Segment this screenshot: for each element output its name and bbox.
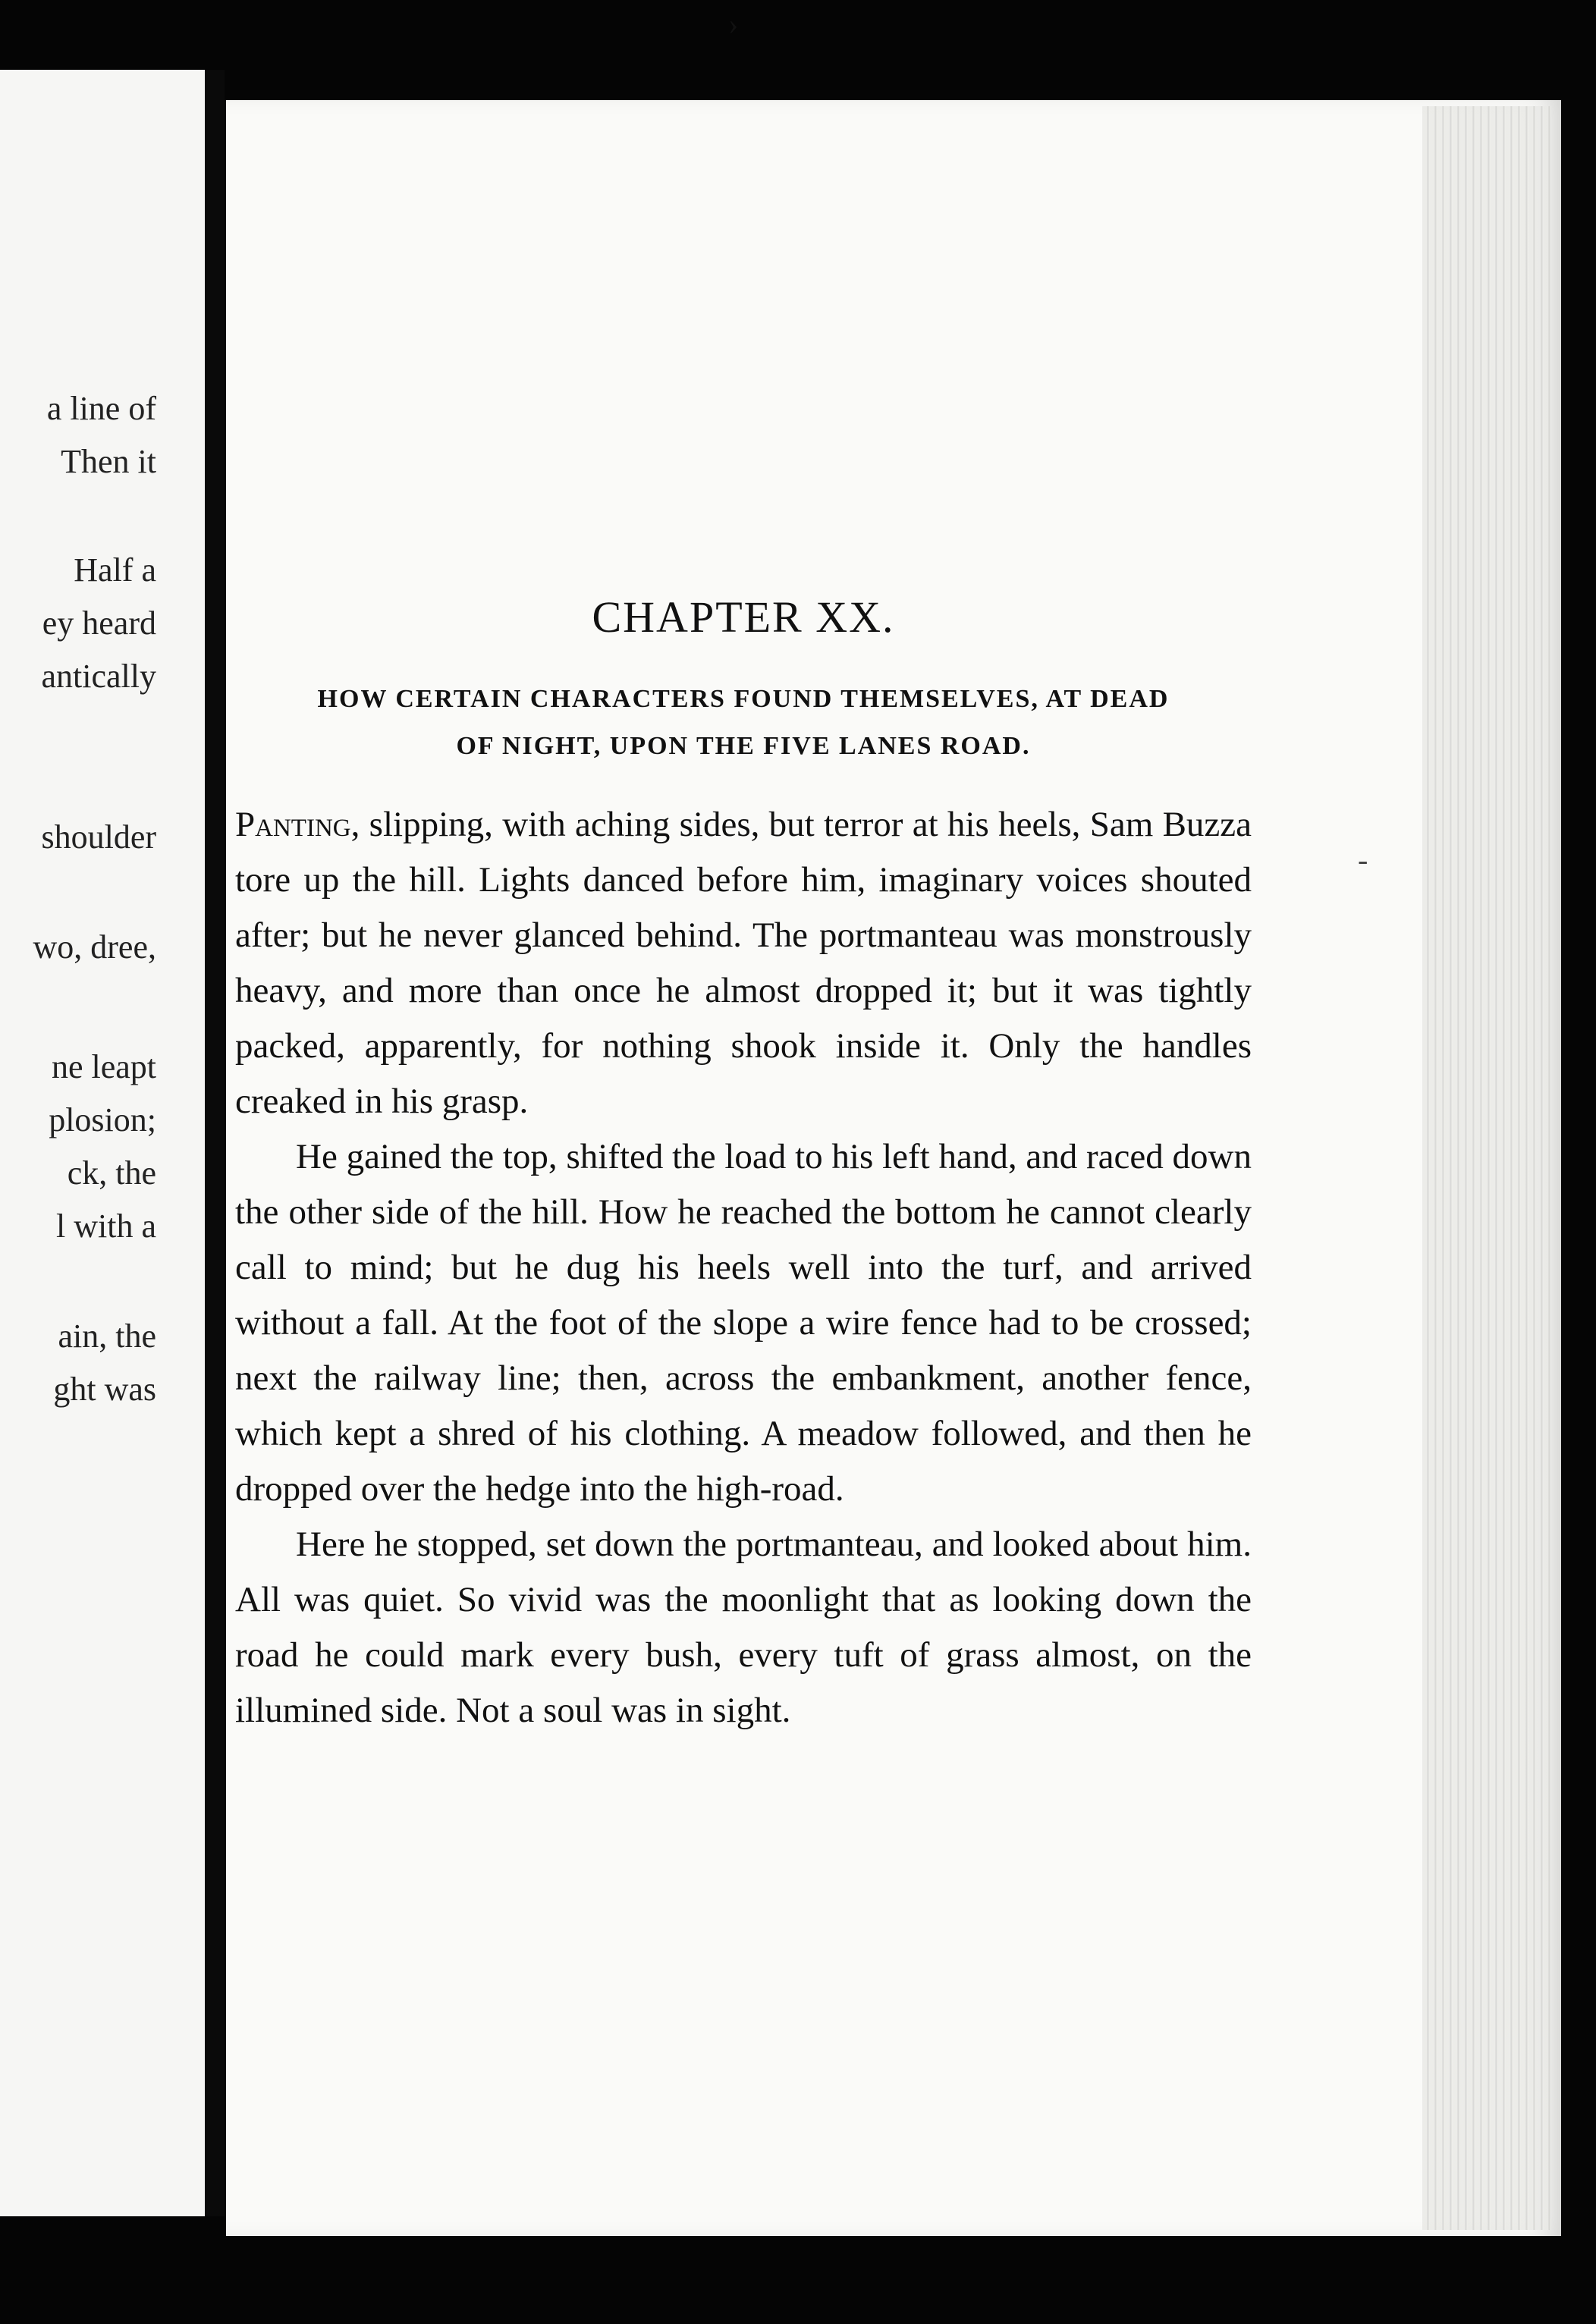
left-page-fragment: wo, dree,: [33, 928, 156, 966]
left-page-fragment: Then it: [61, 443, 156, 480]
paragraph-3: Here he stopped, set down the portmanteau, and looked about him. All was quiet. So vivid was the moonlight that as looking down the road he could mark every bush, every tuft of grass almost, on the illumined side. Not a soul was in sight.: [235, 1525, 1252, 1730]
page-edge-stack: [1422, 106, 1551, 2230]
left-page-fragment: ght was: [53, 1371, 156, 1408]
chapter-subtitle: [235, 676, 1252, 770]
left-page-fragment: plosion;: [49, 1101, 156, 1138]
left-page-fragment: Half a: [74, 551, 156, 589]
scan-speck-mark: ›: [728, 7, 739, 41]
chapter-heading: CHAPTER XX.: [592, 592, 895, 642]
left-page-fragment: a line of: [46, 390, 156, 427]
chapter-subtitle-line: HOW CERTAIN CHARACTERS FOUND THEMSELVES, AT DEAD: [317, 685, 1170, 713]
left-page-fragment: ne leapt: [51, 1048, 156, 1085]
left-page-fragment: ck, the: [67, 1154, 156, 1192]
paragraph-1: [235, 797, 1252, 1129]
page-text-block: [235, 592, 1252, 1738]
paragraph-lead-word: Panting,: [235, 805, 360, 844]
paragraph-text: slipping, with aching sides, but terror at his heels, Sam Buzza tore up the hill. Lights danced before him, imaginary voices shouted after; but he never glanced behind. The portmanteau was monstrously heavy, and more than once he almost dropped it; but it was tightly packed, apparently, for nothing shook inside it. Only the handles creaked in his grasp.: [235, 805, 1252, 1121]
paragraph-2: He gained the top, shifted the load to his left hand, and raced down the other side of the hill. How he reached the bottom he cannot clearly call to mind; but he dug his heels well into the turf, and arrived without a fall. At the foot of the slope a wire fence had to be crossed; next the railway line; then, across the embankment, another fence, which kept a shred of his clothing. A meadow followed, and then he dropped over the hedge into the high-road.: [235, 1137, 1252, 1509]
left-facing-page: [0, 70, 225, 2216]
left-page-fragment: shoulder: [41, 818, 156, 856]
chapter-subtitle-line: OF NIGHT, UPON THE FIVE LANES ROAD.: [456, 732, 1031, 760]
scan-stray-mark: -: [1358, 843, 1368, 877]
left-page-fragment: antically: [41, 658, 156, 695]
left-page-fragment: ain, the: [58, 1317, 156, 1355]
left-page-fragment: l with a: [56, 1208, 156, 1245]
left-page-fragment: ey heard: [42, 605, 156, 642]
